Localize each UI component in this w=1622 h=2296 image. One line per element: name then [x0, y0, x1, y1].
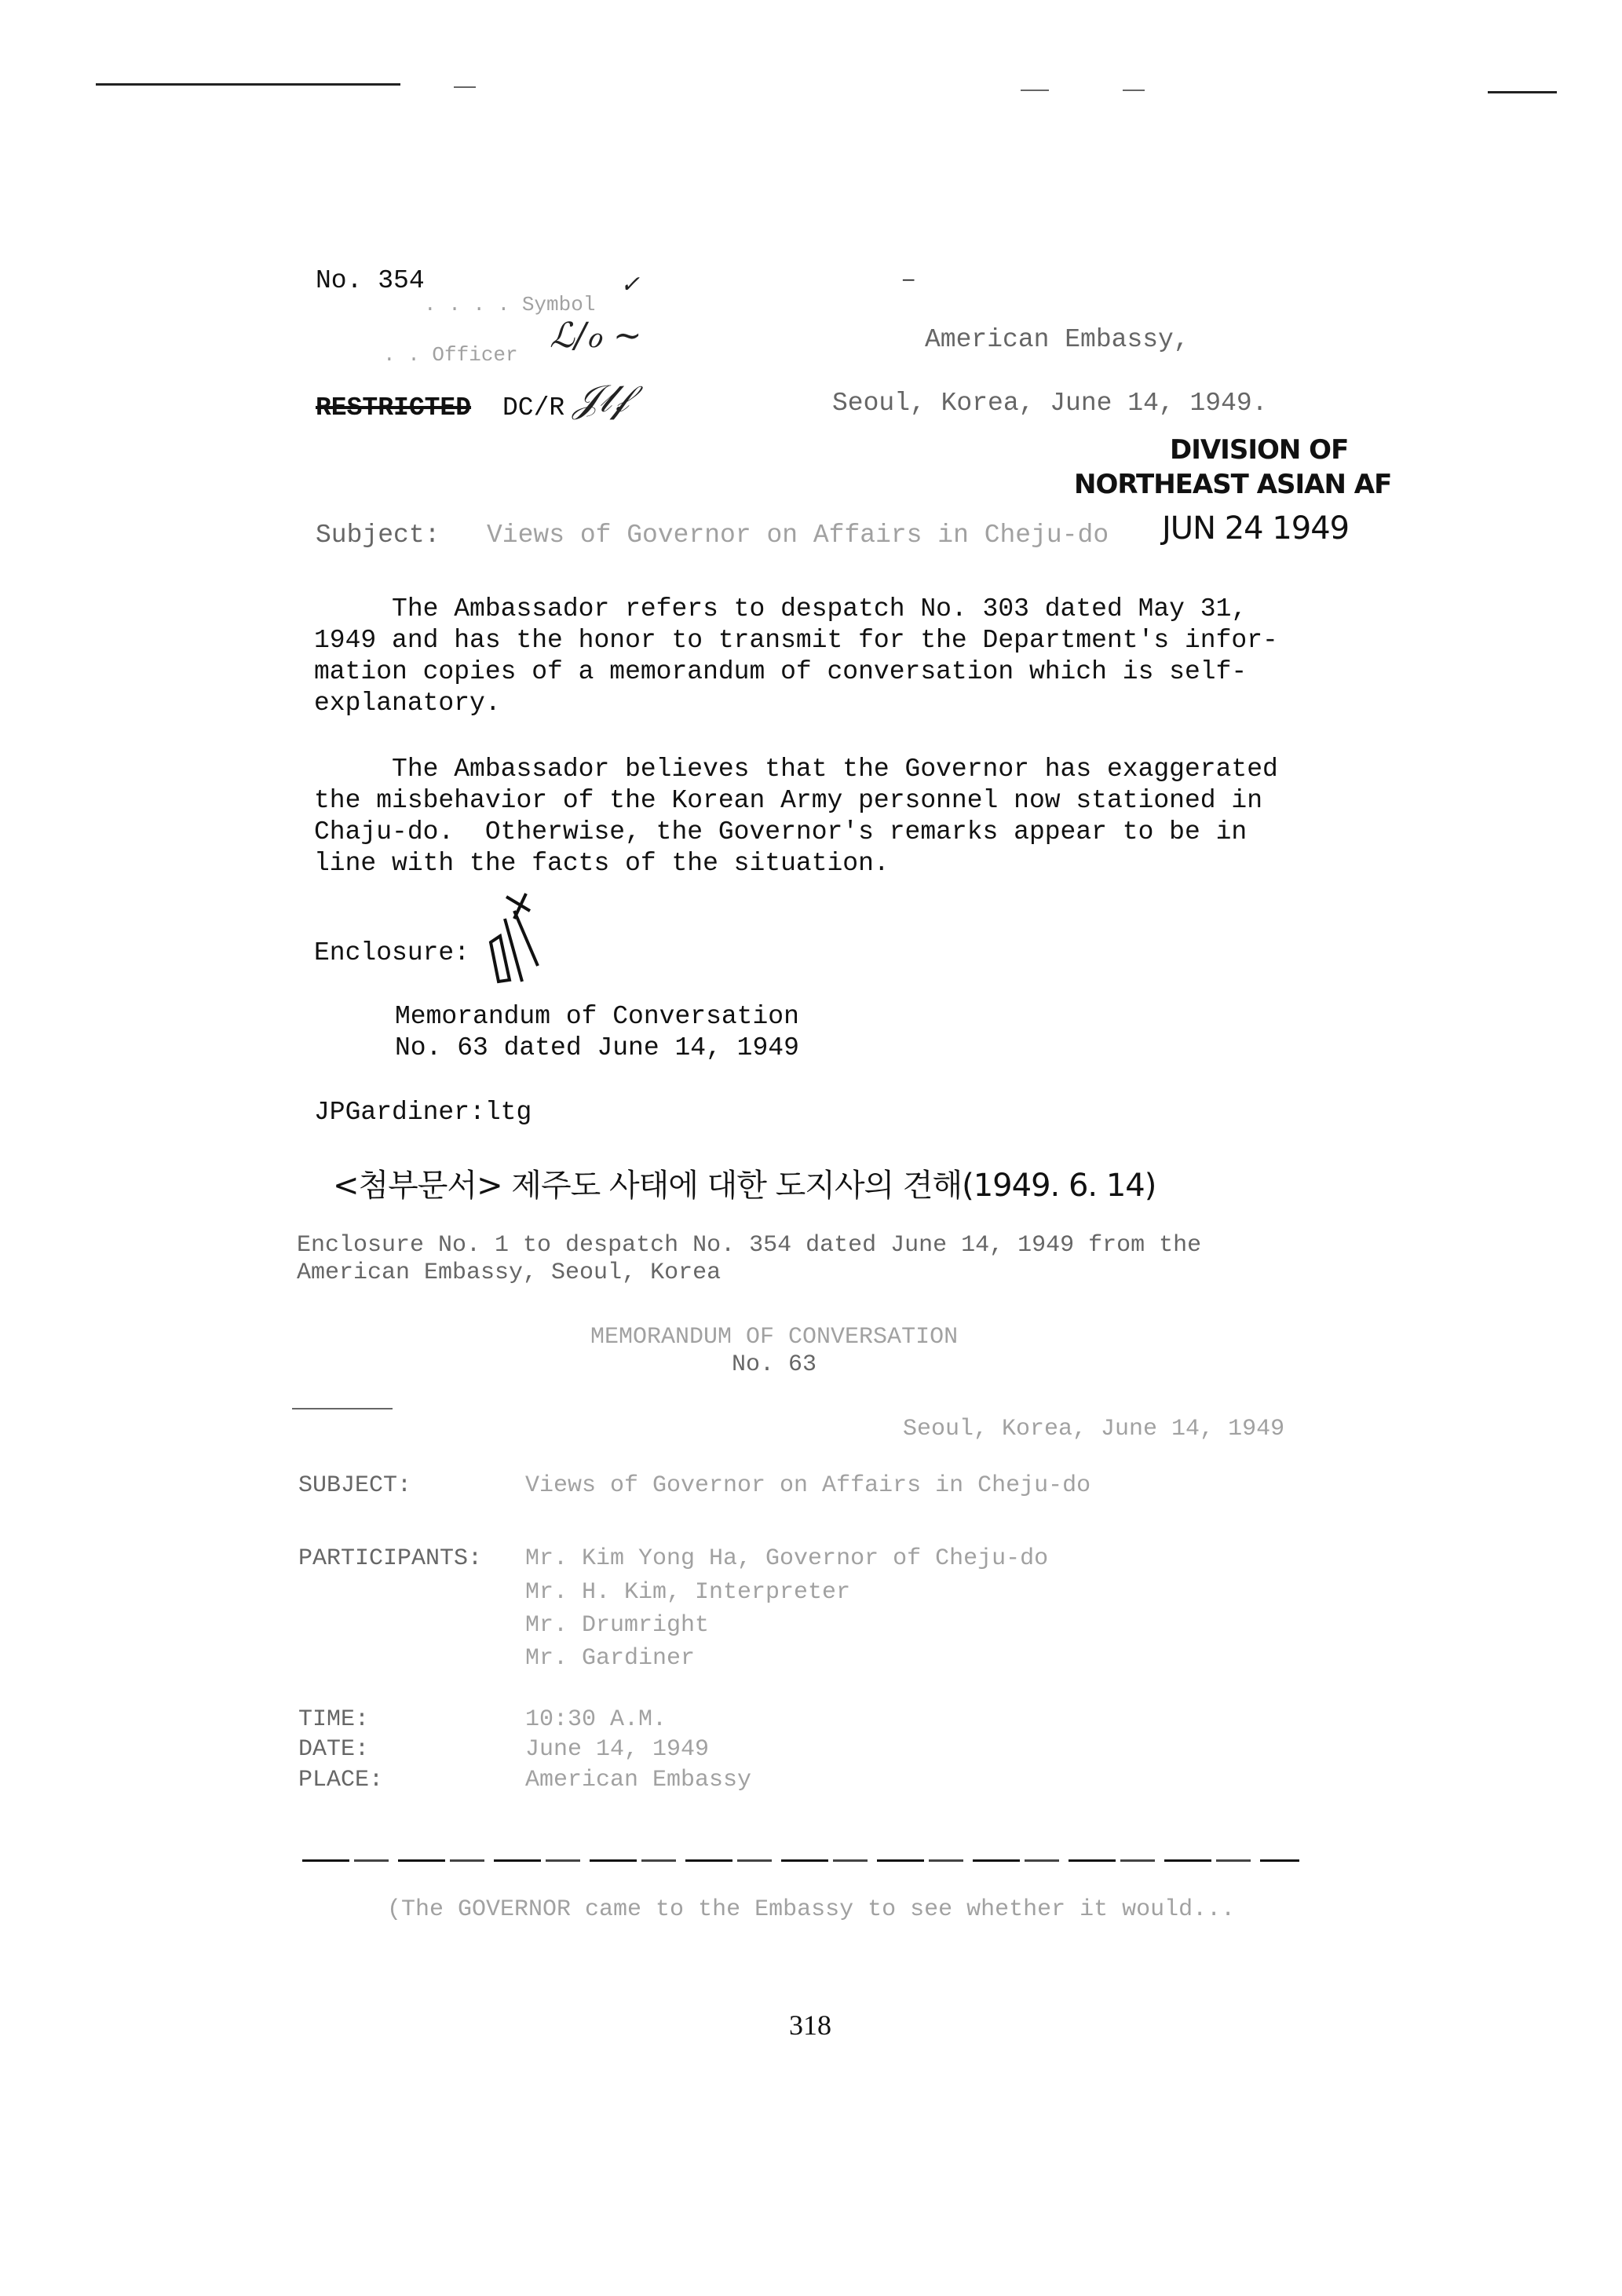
- enclosure-item-1: Memorandum of Conversation: [395, 1002, 799, 1031]
- officer-line: . . Officer: [383, 343, 518, 367]
- embassy-name: American Embassy,: [925, 325, 1189, 354]
- attachment-enclosure-line-1: Enclosure No. 1 to despatch No. 354 dated June 14, 1949 from the: [297, 1232, 1202, 1259]
- dcr-handwriting: 𝒥𝓁𝒻: [573, 377, 629, 421]
- participant-3: Mr. Drumright: [525, 1612, 710, 1639]
- scan-artifact-top-right: [1488, 91, 1557, 93]
- body-paragraph-2: [314, 754, 1303, 879]
- header-dash: —: [903, 270, 915, 291]
- section-divider: [302, 1859, 1299, 1862]
- scan-artifact-top-mid2: [1021, 90, 1049, 91]
- enclosure-item-2: No. 63 dated June 14, 1949: [395, 1033, 799, 1062]
- attachment-enclosure-line-2: American Embassy, Seoul, Korea: [297, 1260, 721, 1286]
- subject-text: Views of Governor on Affairs in Cheju-do: [487, 521, 1109, 550]
- enclosure-label: Enclosure:: [314, 938, 470, 967]
- participant-4: Mr. Gardiner: [525, 1645, 696, 1672]
- paragraph-line: The Ambassador refers to despatch No. 303 dated May 31,: [314, 594, 1248, 623]
- scan-artifact-top-mid: [454, 86, 476, 88]
- memo-title: MEMORANDUM OF CONVERSATION: [590, 1324, 959, 1351]
- field-time-value: 10:30 A.M.: [525, 1706, 667, 1733]
- classification-label: RESTRICTED: [316, 393, 472, 422]
- despatch-number: No. 354: [316, 266, 425, 295]
- korean-heading: <첨부문서> 제주도 사태에 대한 도지사의 견해(1949. 6. 14): [333, 1168, 1156, 1204]
- field-place-value: American Embassy: [525, 1767, 752, 1793]
- stamp-division: DIVISION OF: [1170, 434, 1349, 466]
- file-symbol-handwriting: ✓: [620, 271, 641, 298]
- field-time-label: TIME:: [298, 1706, 370, 1733]
- memo-number: No. 63: [732, 1351, 817, 1378]
- scan-artifact-top-left: [96, 83, 400, 86]
- officer-handwriting: ℒ/ℴ ~: [550, 316, 642, 356]
- closing-line: (The GOVERNOR came to the Embassy to see whether it would...: [387, 1896, 1236, 1923]
- participant-1: Mr. Kim Yong Ha, Governor of Cheju-do: [525, 1545, 1049, 1572]
- memo-date: Seoul, Korea, June 14, 1949: [903, 1416, 1285, 1442]
- body-paragraph-1: [314, 594, 1303, 719]
- initials-handwriting-icon: [483, 887, 553, 989]
- stamp-office: NORTHEAST ASIAN AF: [1074, 469, 1392, 500]
- scan-artifact-dash: [292, 1408, 393, 1409]
- subject-label: Subject:: [316, 521, 440, 550]
- field-date-value: June 14, 1949: [525, 1736, 710, 1763]
- participant-2: Mr. H. Kim, Interpreter: [525, 1579, 851, 1606]
- paragraph-line: explanatory.: [314, 689, 501, 718]
- field-subject-label: SUBJECT:: [298, 1472, 412, 1499]
- paragraph-line: The Ambassador believes that the Governor has exaggerated: [314, 755, 1278, 784]
- field-date-label: DATE:: [298, 1736, 370, 1763]
- paragraph-line: line with the facts of the situation.: [314, 849, 890, 878]
- stamp-date: JUN 24 1949: [1162, 510, 1350, 547]
- paragraph-line: Chaju-do. Otherwise, the Governor's remarks appear to be in: [314, 817, 1248, 846]
- file-symbol-line: . . . . Symbol: [424, 293, 596, 316]
- paragraph-line: mation copies of a memorandum of conversation which is self-: [314, 657, 1248, 686]
- drafter-initials: JPGardiner:ltg: [314, 1098, 532, 1127]
- scan-artifact-top-mid3: [1123, 90, 1145, 91]
- paragraph-line: the misbehavior of the Korean Army personnel now stationed in: [314, 786, 1262, 815]
- page-number: 318: [789, 2009, 831, 2041]
- dcr-line: DC/R: [502, 393, 565, 422]
- paragraph-line: 1949 and has the honor to transmit for the Department's infor-: [314, 626, 1278, 655]
- field-subject-value: Views of Governor on Affairs in Cheju-do: [525, 1472, 1091, 1499]
- field-participants-label: PARTICIPANTS:: [298, 1545, 483, 1572]
- field-place-label: PLACE:: [298, 1767, 384, 1793]
- place-date: Seoul, Korea, June 14, 1949.: [832, 389, 1268, 418]
